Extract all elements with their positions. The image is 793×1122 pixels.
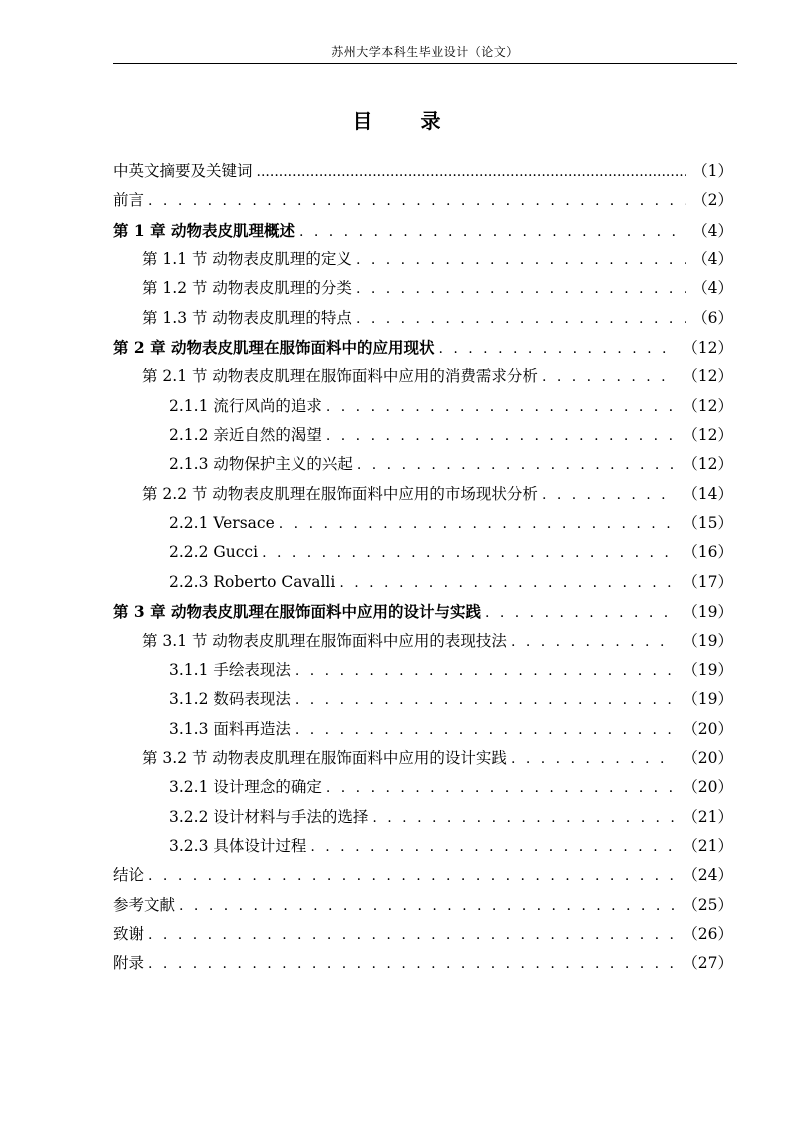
toc-title: 目 录: [352, 109, 455, 133]
toc-entry-page-number: （21）: [682, 836, 733, 855]
toc-entry-page-number: （4）: [692, 221, 733, 240]
toc-leader-dots: [310, 833, 676, 862]
toc-entry[interactable]: [113, 949, 733, 978]
toc-entry-title: 第 1.3 节 动物表皮肌理的特点: [142, 308, 352, 327]
table-of-contents: [113, 157, 733, 979]
toc-entry-page-number: （14）: [682, 484, 733, 503]
toc-entry-page-number: （15）: [682, 514, 733, 533]
toc-leader-dots: [438, 335, 676, 364]
toc-leader-dots: [542, 481, 676, 510]
toc-entry[interactable]: [113, 509, 733, 538]
toc-leader-dots: [279, 510, 676, 539]
toc-leader-dots: [262, 539, 676, 568]
toc-entry-page-number: （1）: [692, 162, 733, 180]
toc-entry-title: 3.1.1 手绘表现法: [169, 660, 291, 679]
toc-entry[interactable]: [113, 421, 733, 450]
toc-entry-page-number: （12）: [682, 367, 733, 386]
toc-entry-title: 第 2.1 节 动物表皮肌理在服饰面料中应用的消费需求分析: [142, 367, 538, 386]
toc-entry[interactable]: [113, 832, 733, 861]
toc-leader-dots: [148, 862, 676, 891]
toc-entry[interactable]: [113, 685, 733, 714]
toc-entry-title: 参考文献: [113, 895, 176, 914]
toc-entry-page-number: （19）: [682, 690, 733, 709]
toc-entry-page-number: （19）: [682, 660, 733, 679]
toc-entry[interactable]: [113, 715, 733, 744]
toc-entry-title: 中英文摘要及关键词: [113, 162, 253, 180]
toc-entry[interactable]: [113, 392, 733, 421]
toc-leader-dots: [542, 363, 676, 392]
toc-entry-title: 第 1.1 节 动物表皮肌理的定义: [142, 250, 352, 269]
toc-leader-dots: [179, 892, 676, 921]
toc-leader-dots: [257, 158, 687, 187]
toc-leader-dots: [299, 218, 686, 247]
toc-entry-title: 前言: [113, 191, 145, 210]
toc-leader-dots: [326, 393, 676, 422]
toc-entry[interactable]: [113, 744, 733, 773]
toc-leader-dots: [148, 950, 676, 979]
toc-entry[interactable]: [113, 362, 733, 391]
toc-entry-page-number: （20）: [682, 748, 733, 767]
toc-leader-dots: [148, 921, 676, 950]
toc-entry-page-number: （19）: [682, 631, 733, 650]
toc-entry[interactable]: [113, 773, 733, 802]
toc-entry-page-number: （25）: [682, 895, 733, 914]
toc-leader-dots: [295, 716, 676, 745]
toc-entry-title: 附录: [113, 954, 145, 973]
toc-entry-title: 3.1.2 数码表现法: [169, 690, 291, 709]
toc-entry[interactable]: [113, 891, 733, 920]
toc-entry-title: 3.2.3 具体设计过程: [169, 836, 307, 855]
toc-entry-page-number: （12）: [682, 426, 733, 445]
toc-entry-page-number: （4）: [692, 279, 733, 298]
header-divider: [113, 63, 737, 64]
toc-entry-title: 第 3.1 节 动物表皮肌理在服饰面料中应用的表现技法: [142, 631, 507, 650]
toc-entry-title: 2.1.3 动物保护主义的兴起: [169, 455, 353, 474]
toc-entry-title: 致谢: [113, 924, 145, 943]
toc-entry-title: 2.1.2 亲近自然的渴望: [169, 426, 322, 445]
toc-entry-title: 第 2.2 节 动物表皮肌理在服饰面料中应用的市场现状分析: [142, 484, 538, 503]
toc-entry[interactable]: [113, 861, 733, 890]
toc-entry-title: 2.1.1 流行风尚的追求: [169, 396, 322, 415]
toc-entry-page-number: （12）: [682, 396, 733, 415]
toc-leader-dots: [356, 246, 686, 275]
toc-entry-title: 3.2.1 设计理念的确定: [169, 778, 322, 797]
toc-entry-page-number: （21）: [682, 807, 733, 826]
toc-entry-page-number: （26）: [682, 924, 733, 943]
toc-entry-title: 第 2 章 动物表皮肌理在服饰面料中的应用现状: [113, 338, 435, 358]
toc-leader-dots: [295, 686, 676, 715]
toc-entry-title: 2.2.1 Versace: [169, 514, 275, 533]
toc-entry-title: 2.2.3 Roberto Cavalli: [169, 572, 336, 591]
toc-leader-dots: [356, 275, 686, 304]
toc-entry[interactable]: [113, 538, 733, 567]
toc-leader-dots: [357, 451, 676, 480]
toc-entry-title: 第 3.2 节 动物表皮肌理在服饰面料中应用的设计实践: [142, 748, 507, 767]
toc-leader-dots: [339, 569, 676, 598]
toc-leader-dots: [511, 628, 676, 657]
toc-entry-page-number: （2）: [692, 191, 733, 210]
toc-entry[interactable]: [113, 597, 733, 626]
toc-entry[interactable]: [113, 157, 733, 186]
toc-leader-dots: [511, 745, 676, 774]
toc-entry-title: 3.2.2 设计材料与手法的选择: [169, 807, 369, 826]
toc-entry-page-number: （17）: [682, 572, 733, 591]
toc-entry[interactable]: [113, 186, 733, 215]
toc-entry[interactable]: [113, 333, 733, 362]
toc-entry-title: 第 1 章 动物表皮肌理概述: [113, 220, 295, 240]
toc-entry[interactable]: [113, 245, 733, 274]
toc-entry-page-number: （12）: [682, 455, 733, 474]
toc-entry-title: 第 3 章 动物表皮肌理在服饰面料中应用的设计与实践: [113, 602, 481, 622]
toc-entry[interactable]: [113, 304, 733, 333]
toc-entry-page-number: （20）: [682, 778, 733, 797]
toc-leader-dots: [485, 599, 676, 628]
toc-leader-dots: [372, 804, 676, 833]
toc-entry[interactable]: [113, 568, 733, 597]
toc-entry-page-number: （6）: [692, 308, 733, 327]
toc-entry[interactable]: [113, 274, 733, 303]
toc-entry-page-number: （20）: [682, 719, 733, 738]
toc-entry-page-number: （19）: [682, 603, 733, 622]
toc-entry[interactable]: [113, 803, 733, 832]
toc-entry-title: 第 1.2 节 动物表皮肌理的分类: [142, 279, 352, 298]
toc-entry[interactable]: [113, 480, 733, 509]
toc-entry[interactable]: [113, 450, 733, 479]
toc-entry[interactable]: [113, 627, 733, 656]
toc-entry[interactable]: [113, 920, 733, 949]
toc-entry-page-number: （12）: [682, 339, 733, 358]
toc-entry-page-number: （24）: [682, 866, 733, 885]
toc-entry-title: 结论: [113, 866, 145, 885]
toc-entry[interactable]: [113, 216, 733, 245]
toc-entry-page-number: （4）: [692, 250, 733, 269]
toc-entry[interactable]: [113, 656, 733, 685]
toc-leader-dots: [356, 305, 686, 334]
toc-leader-dots: [148, 187, 686, 216]
toc-leader-dots: [326, 774, 676, 803]
toc-leader-dots: [326, 422, 676, 451]
toc-entry-title: 2.2.2 Gucci: [169, 543, 259, 562]
page-header: 苏州大学本科生毕业设计（论文）: [331, 45, 519, 59]
toc-leader-dots: [295, 657, 676, 686]
toc-entry-title: 3.1.3 面料再造法: [169, 719, 291, 738]
toc-entry-page-number: （16）: [682, 543, 733, 562]
toc-entry-page-number: （27）: [682, 954, 733, 973]
